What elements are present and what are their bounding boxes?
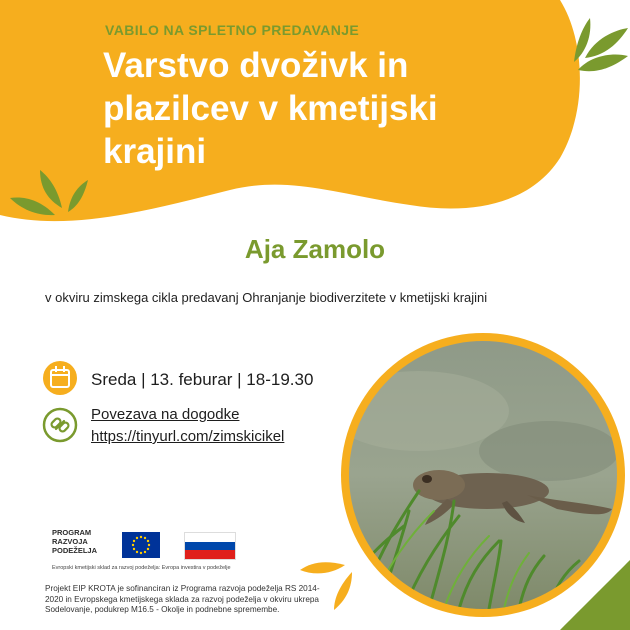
leaf-icon: [574, 18, 628, 71]
speaker-name: Aja Zamolo: [244, 234, 386, 264]
invitation-kicker: VABILO NA SPLETNO PREDAVANJE: [105, 22, 360, 38]
event-link-url[interactable]: https://tinyurl.com/zimskicikel: [91, 428, 285, 445]
flag-stripe-white: [185, 533, 235, 542]
toad-photo: [349, 341, 617, 609]
eu-flag: [122, 532, 160, 558]
program-logo: [52, 528, 112, 555]
funding-footnote: Projekt EIP KROTA je sofinanciran iz Programa razvoja podeželja RS 2014-2020 in Evropskega kmetijskega sklada za razvoj podeželja v okviru ukrepa Sodelovanje, podukrep M16.5 - Okolje in podnebne spremembe.: [45, 584, 320, 614]
event-link-label[interactable]: Povezava na dogodke: [91, 406, 240, 423]
flag-stripe-blue: [185, 542, 235, 551]
flag-stripe-red: [185, 550, 235, 559]
toad-photo-art: [349, 341, 617, 609]
program-logo-line: RAZVOJA: [52, 537, 88, 546]
link-icon: [50, 417, 69, 432]
logo-caption: Evropski kmetijski sklad za razvoj podeželja: Evropa investira v podeželje: [52, 565, 231, 571]
eu-stars: [122, 532, 160, 558]
series-context: v okviru zimskega cikla predavanj Ohranjanje biodiverzitete v kmetijski krajini: [45, 290, 488, 305]
event-date: Sreda | 13. feburar | 18-19.30: [91, 370, 314, 389]
program-logo-line: PODEŽELJA: [52, 546, 98, 555]
program-logo-line: PROGRAM: [52, 528, 92, 537]
slovenia-flag: [184, 532, 236, 560]
lecture-title: Varstvo dvoživk in plazilcev v kmetijski krajini: [103, 46, 438, 171]
calendar-icon-bg: [43, 361, 77, 395]
